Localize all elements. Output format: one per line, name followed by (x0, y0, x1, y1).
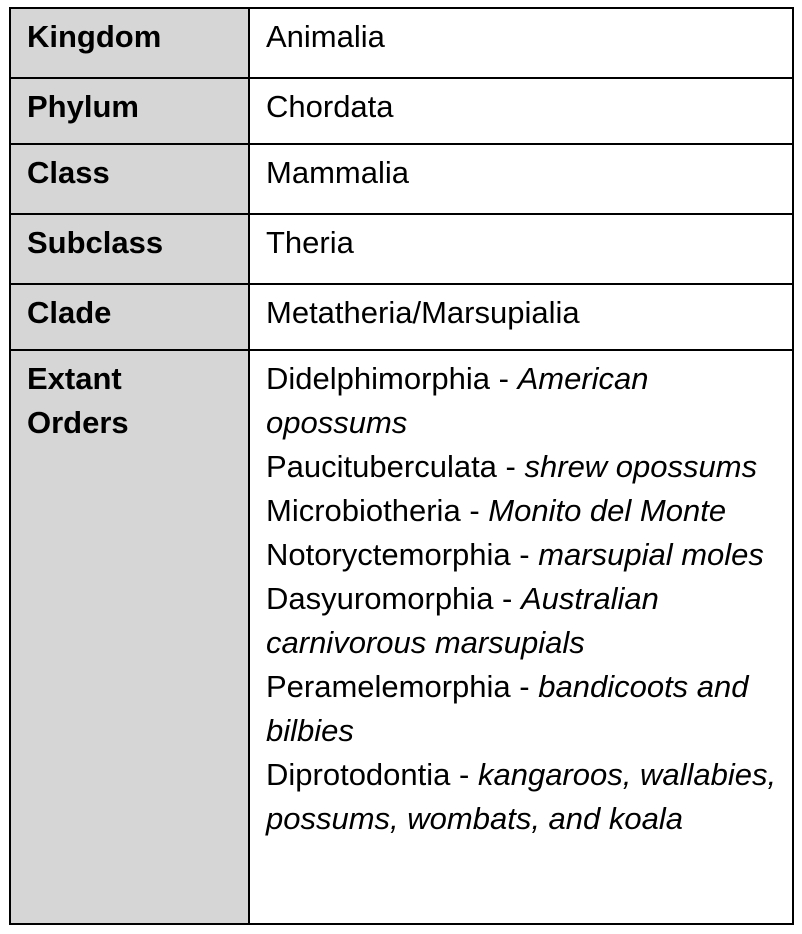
order-common-name: Australian carnivorous marsupials (266, 581, 659, 660)
order-separator: - (496, 449, 525, 484)
order-separator: - (490, 361, 518, 396)
table-row-class (10, 144, 793, 214)
rank-value-kingdom: Animalia (249, 8, 793, 78)
table-row-kingdom (10, 8, 793, 78)
table-row-extant-orders (10, 350, 793, 924)
rank-label-extant-orders-text: Extant Orders (27, 361, 129, 440)
order-separator: - (460, 493, 489, 528)
list-item (266, 357, 784, 445)
rank-label-kingdom: Kingdom (10, 8, 249, 78)
rank-value-clade: Metatheria/Marsupialia (249, 284, 793, 350)
rank-value-class: Mammalia (249, 144, 793, 214)
rank-label-clade: Clade (10, 284, 249, 350)
rank-label-class: Class (10, 144, 249, 214)
table-row-subclass (10, 214, 793, 284)
list-item (266, 577, 784, 665)
rank-label-phylum: Phylum (10, 78, 249, 144)
order-common-name: marsupial moles (538, 537, 764, 572)
taxonomy-table (9, 7, 794, 925)
order-name: Diprotodontia (266, 757, 451, 792)
rank-label-subclass: Subclass (10, 214, 249, 284)
table-row-phylum (10, 78, 793, 144)
order-separator: - (450, 757, 478, 792)
order-name: Paucituberculata (266, 449, 497, 484)
list-item (266, 753, 784, 841)
order-common-name: kangaroos, wallabies, possums, wombats, and koala (266, 757, 777, 836)
list-item (266, 445, 784, 489)
order-name: Dasyuromorphia (266, 581, 494, 616)
orders-list (249, 350, 793, 924)
order-name: Peramelemorphia (266, 669, 511, 704)
order-separator: - (510, 669, 539, 704)
order-common-name: bandicoots and bilbies (266, 669, 749, 748)
order-name: Microbiotheria (266, 493, 461, 528)
list-item (266, 533, 784, 577)
order-name: Notoryctemorphia (266, 537, 511, 572)
list-item (266, 489, 784, 533)
rank-label-extant-orders (10, 350, 249, 924)
order-separator: - (510, 537, 539, 572)
order-common-name: Monito del Monte (488, 493, 727, 528)
table-row-clade (10, 284, 793, 350)
order-separator: - (493, 581, 521, 616)
list-item (266, 665, 784, 753)
order-name: Didelphimorphia (266, 361, 491, 396)
rank-value-subclass: Theria (249, 214, 793, 284)
order-common-name: shrew opossums (524, 449, 758, 484)
rank-value-phylum: Chordata (249, 78, 793, 144)
order-common-name: American opossums (266, 361, 649, 440)
